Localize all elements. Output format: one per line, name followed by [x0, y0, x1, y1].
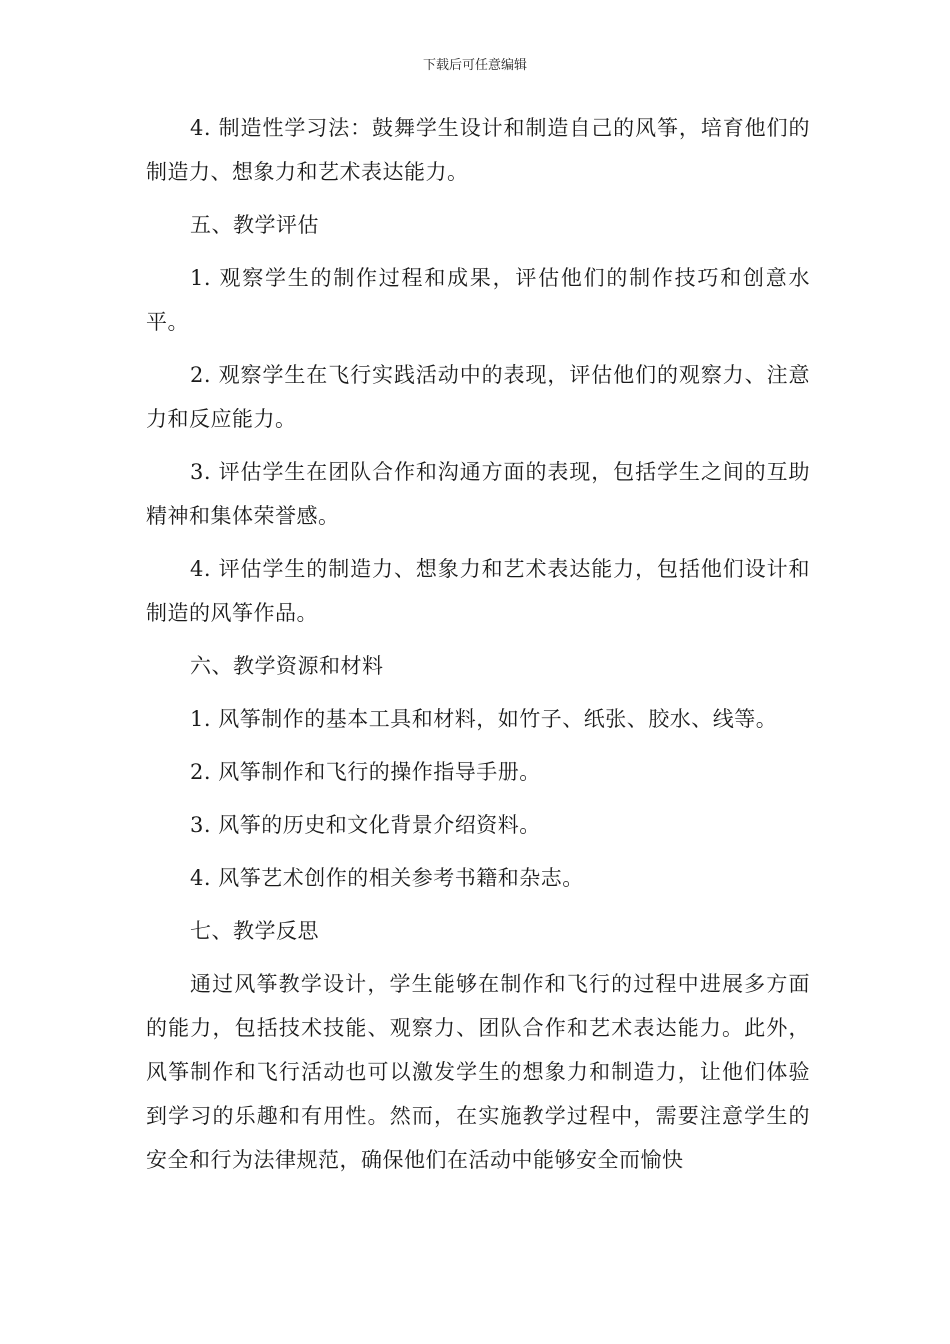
reflection-paragraph: 通过风筝教学设计，学生能够在制作和飞行的过程中进展多方面的能力，包括技术技能、观察力、团队合作和艺术表达能力。此外，风筝制作和飞行活动也可以激发学生的想象力和制造力，让他们体验到学习的乐趣和有用性。然而，在实施教学过程中，需要注意学生的安全和行为法律规范，确保他们在活动中能够安全而愉快 [146, 972, 810, 1172]
list-item-creative-learning: 4. 制造性学习法：鼓舞学生设计和制造自己的风筝，培育他们的制造力、想象力和艺术表达能力。 [146, 116, 810, 184]
list-item-resource-2: 2. 风筝制作和飞行的操作指导手册。 [190, 760, 541, 784]
list-item-evaluation-1: 1. 观察学生的制作过程和成果，评估他们的制作技巧和创意水平。 [146, 266, 810, 334]
list-item-evaluation-4: 4. 评估学生的制造力、想象力和艺术表达能力，包括他们设计和制造的风筝作品。 [146, 557, 810, 625]
list-item-evaluation-3: 3. 评估学生在团队合作和沟通方面的表现，包括学生之间的互助精神和集体荣誉感。 [146, 460, 810, 528]
section-heading-reflection: 七、教学反思 [190, 919, 319, 943]
section-heading-teaching-evaluation: 五、教学评估 [190, 213, 319, 237]
section-heading-resources: 六、教学资源和材料 [190, 654, 384, 678]
page-header: 下载后可任意编辑 [422, 58, 527, 73]
list-item-resource-3: 3. 风筝的历史和文化背景介绍资料。 [190, 813, 541, 837]
list-item-evaluation-2: 2. 观察学生在飞行实践活动中的表现，评估他们的观察力、注意力和反应能力。 [146, 363, 810, 431]
list-item-resource-1: 1. 风筝制作的基本工具和材料，如竹子、纸张、胶水、线等。 [190, 707, 778, 731]
list-item-resource-4: 4. 风筝艺术创作的相关参考书籍和杂志。 [190, 866, 584, 890]
document-body [146, 106, 810, 1191]
